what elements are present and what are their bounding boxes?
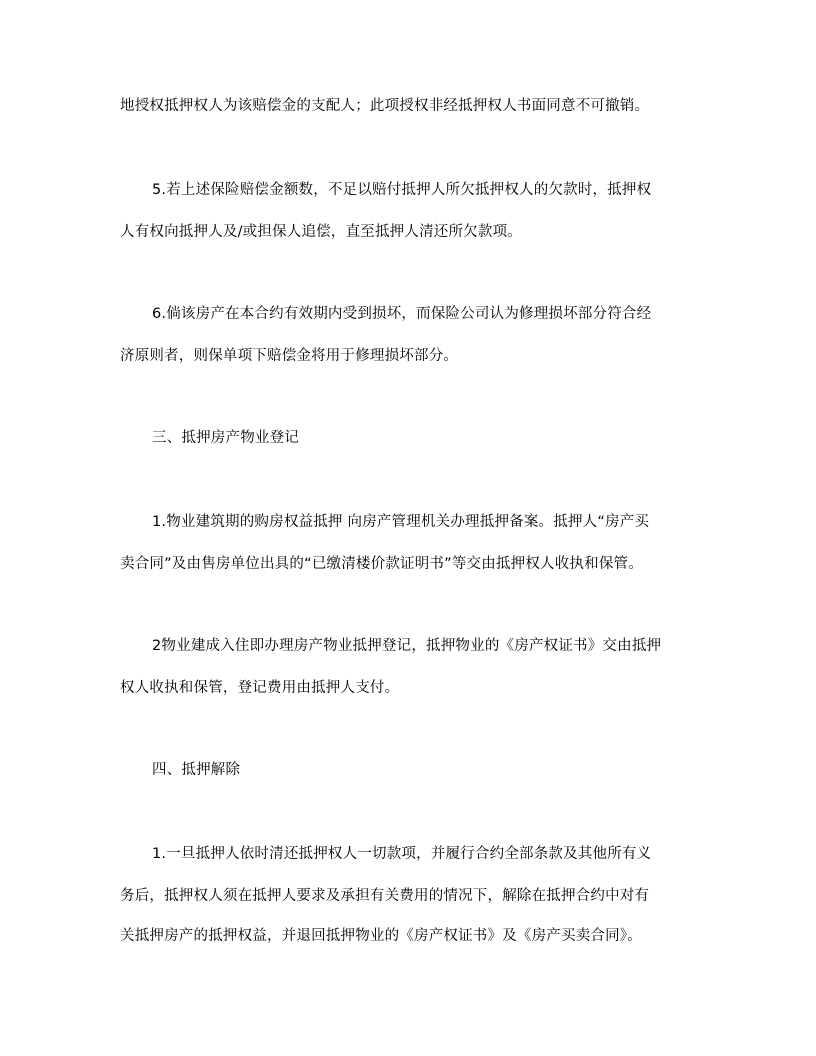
section-heading-4: 四、抵押解除 — [152, 762, 241, 778]
paragraph-8-line-3: 关抵押房产的抵押权益，并退回抵押物业的《房产权证书》及《房产买卖合同》。 — [120, 928, 642, 944]
paragraph-1-line-1: 地授权抵押权人为该赔偿金的支配人；此项授权非经抵押权人书面同意不可撤销。 — [120, 98, 650, 114]
paragraph-2-line-1: 5.若上述保险赔偿金额数，不足以赔付抵押人所欠抵押权人的欠款时，抵押权 — [152, 182, 652, 198]
paragraph-5-line-1: 1.物业建筑期的购房权益抵押 向房产管理机关办理抵押备案。抵押人“房产买 — [152, 514, 650, 530]
section-heading-3: 三、抵押房产物业登记 — [152, 430, 299, 446]
paragraph-3-line-2: 济原则者，则保单项下赔偿金将用于修理损坏部分。 — [120, 348, 459, 364]
paragraph-5-line-2: 卖合同”及由售房单位出具的“已缴清楼价款证明书”等交由抵押权人收执和保管。 — [120, 556, 643, 572]
paragraph-6-line-2: 权人收执和保管，登记费用由抵押人支付。 — [120, 680, 400, 696]
paragraph-6-line-1: 2物业建成入住即办理房产物业抵押登记，抵押物业的《房产权证书》交由抵押 — [152, 638, 662, 654]
paragraph-2-line-2: 人有权向抵押人及/或担保人追偿，直至抵押人清还所欠款项。 — [120, 224, 522, 240]
paragraph-8-line-2: 务后，抵押权人须在抵押人要求及承担有关费用的情况下，解除在抵押合约中对有 — [120, 888, 650, 904]
paragraph-8-line-1: 1.一旦抵押人依时清还抵押权人一切款项，并履行合约全部条款及其他所有义 — [152, 846, 652, 862]
paragraph-3-line-1: 6.倘该房产在本合约有效期内受到损坏，而保险公司认为修理损坏部分符合经 — [152, 306, 652, 322]
